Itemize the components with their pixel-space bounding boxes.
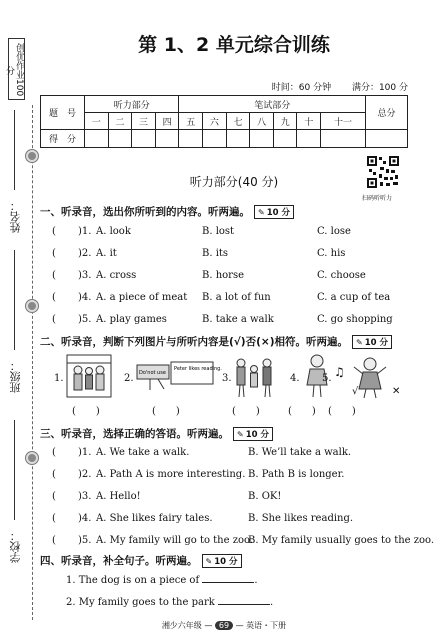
picture-caption: Peter likes reading. [174,366,222,372]
fill-sentence-1: 1. The dog is on a piece of . [66,575,258,586]
answer-paren[interactable]: ( [52,469,56,480]
points-badge: ✎ 10 分 [254,205,294,219]
choice-question-row [52,314,393,325]
answer-paren[interactable]: ( [52,270,56,281]
answer-paren[interactable]: ( [52,491,56,502]
full-score: 满分：100 分 [351,83,408,93]
binding-margin [0,0,36,640]
option-c: C. go shopping [317,314,393,325]
option-b: B. a lot of fun [202,292,271,303]
score-cell[interactable] [203,130,227,148]
option-b: B. horse [202,270,244,281]
question-number: )3. [78,491,92,502]
option-a: A. My family will go to the zoo. [96,535,254,546]
col-3: 三 [132,113,156,130]
section-3-title: 三、听录音，选择正确的答语。听两遍。✎ 10 分 [40,426,273,441]
choice-question-row [52,248,346,259]
option-a: A. it [96,248,117,259]
time-limit: 时间：60 分钟 [271,83,332,93]
answer-paren[interactable]: ( [52,513,56,524]
binding-hole-icon [26,300,38,312]
question-number: )1. [78,447,92,458]
answer-paren-2[interactable]: ( ) [152,406,180,417]
option-a: A. play games [96,314,167,325]
blank-field[interactable] [218,604,270,605]
question-number: )4. [78,513,92,524]
points-badge: ✎ 10 分 [233,427,273,441]
sign-picture-icon [136,363,170,391]
option-b: B. its [202,248,229,259]
option-b: B. OK! [248,491,282,502]
cross-icon: ✕ [392,386,401,397]
name-line [14,110,15,190]
score-cell[interactable] [85,130,109,148]
col-8: 八 [250,113,274,130]
option-a: A. She likes fairy tales. [96,513,213,524]
col-1: 一 [85,113,109,130]
score-cell[interactable] [273,130,297,148]
question-number: )5. [78,535,92,546]
question-number: )3. [78,270,92,281]
listening-header: 听力部分(40 分) [189,175,279,189]
col-2: 二 [108,113,132,130]
option-c: C. choose [317,270,366,281]
music-note-icon: ♫ [334,365,345,379]
score-cell[interactable] [179,130,203,148]
choice-question-row [52,270,366,281]
answer-paren-4[interactable]: ( ) [288,406,316,417]
picture-2-number: 2. [124,373,134,384]
col-11: 十一 [321,113,366,130]
class-line [14,250,15,350]
option-b: B. take a walk [202,314,274,325]
option-b: B. My family usually goes to the zoo. [248,535,435,546]
page-number: 69 [215,621,233,630]
walking-family-icon [232,355,276,399]
score-cell[interactable] [250,130,274,148]
score-cell[interactable] [321,130,366,148]
score-table [40,95,408,148]
response-question-row [52,491,282,502]
score-cell[interactable] [226,130,250,148]
option-b: B. We’ll take a walk. [248,447,352,458]
row-label-number: 题 号 [41,96,85,130]
question-number: )2. [78,248,92,259]
picture-1-number: 1. [54,373,64,384]
col-9: 九 [273,113,297,130]
option-a: A. We take a walk. [96,447,190,458]
class-label: 班级： [9,360,22,393]
group-listen: 听力部分 [85,96,179,113]
answer-paren[interactable]: ( [52,447,56,458]
choice-question-row [52,226,351,237]
answer-paren[interactable]: ( [52,535,56,546]
col-4: 四 [155,113,179,130]
page-footer: 湘少六年级 — 69 — 英语・下册 [161,621,287,630]
col-6: 六 [203,113,227,130]
option-a: A. Path A is more interesting. [96,469,246,480]
sign-text: Do'not use [139,370,166,376]
group-written: 笔试部分 [179,96,366,113]
section-4-title: 四、听录音，补全句子。听两遍。✎ 10 分 [40,553,242,568]
cut-line [32,105,33,620]
option-c: C. a cup of tea [317,292,391,303]
score-cell[interactable] [108,130,132,148]
qr-code-icon[interactable] [366,155,400,189]
fill-sentence-2: 2. My family goes to the park . [66,597,274,608]
points-badge: ✎ 10 分 [352,335,392,349]
brand-badge: 创优作业100分 [8,38,25,100]
points-badge: ✎ 10 分 [202,554,242,568]
school-line [14,420,15,520]
question-number: )4. [78,292,92,303]
answer-paren[interactable]: ( [52,248,56,259]
answer-paren[interactable]: ( [52,292,56,303]
exam-meta [254,80,408,93]
binding-hole-icon [26,150,38,162]
question-number: )1. [78,226,92,237]
section-1-title: 一、听录音，选出你所听到的内容。听两遍。✎ 10 分 [40,204,294,219]
response-question-row [52,447,352,458]
blank-field[interactable] [202,582,254,583]
score-cell[interactable] [155,130,179,148]
answer-paren[interactable]: ( [52,226,56,237]
picture-4-number: 4. [290,373,300,384]
score-cell[interactable] [297,130,321,148]
option-a: A. cross [96,270,137,281]
choice-question-row [52,292,391,303]
option-b: B. Path B is longer. [248,469,345,480]
school-label: 学校： [9,530,22,563]
answer-paren-3[interactable]: ( ) [232,406,260,417]
response-question-row [52,513,354,524]
answer-paren-5[interactable]: ( ) [328,406,356,417]
family-picture-icon [66,353,112,399]
col-10: 十 [297,113,321,130]
picture-5-number: 5. [322,373,332,384]
option-c: C. his [317,248,346,259]
reading-picture-icon [170,361,222,391]
option-a: A. look [96,226,131,237]
question-number: )2. [78,469,92,480]
picture-3-number: 3. [222,373,232,384]
question-number: )5. [78,314,92,325]
option-b: B. lost [202,226,235,237]
col-5: 五 [179,113,203,130]
section-2-title: 二、听录音，判断下列图片与所听内容是(√)否(×)相符。听两遍。✎ 10 分 [40,334,392,349]
page-title: 第 1、2 单元综合训练 [138,34,330,56]
check-icon: √ [352,386,359,397]
option-b: B. She likes reading. [248,513,354,524]
answer-paren-1[interactable]: ( ) [72,406,100,417]
total-header: 总分 [366,96,408,130]
name-label: 姓名： [9,200,22,233]
picture-row [52,353,412,417]
row-label-score: 得 分 [41,130,85,148]
binding-hole-icon [26,452,38,464]
option-a: A. a piece of meat [96,292,188,303]
response-question-row [52,469,345,480]
response-question-row [52,535,435,546]
col-7: 七 [226,113,250,130]
score-cell[interactable] [132,130,156,148]
option-a: A. Hello! [96,491,141,502]
option-c: C. lose [317,226,351,237]
qr-caption: 扫码听听力 [362,195,393,202]
answer-paren[interactable]: ( [52,314,56,325]
score-cell-total[interactable] [366,130,408,148]
